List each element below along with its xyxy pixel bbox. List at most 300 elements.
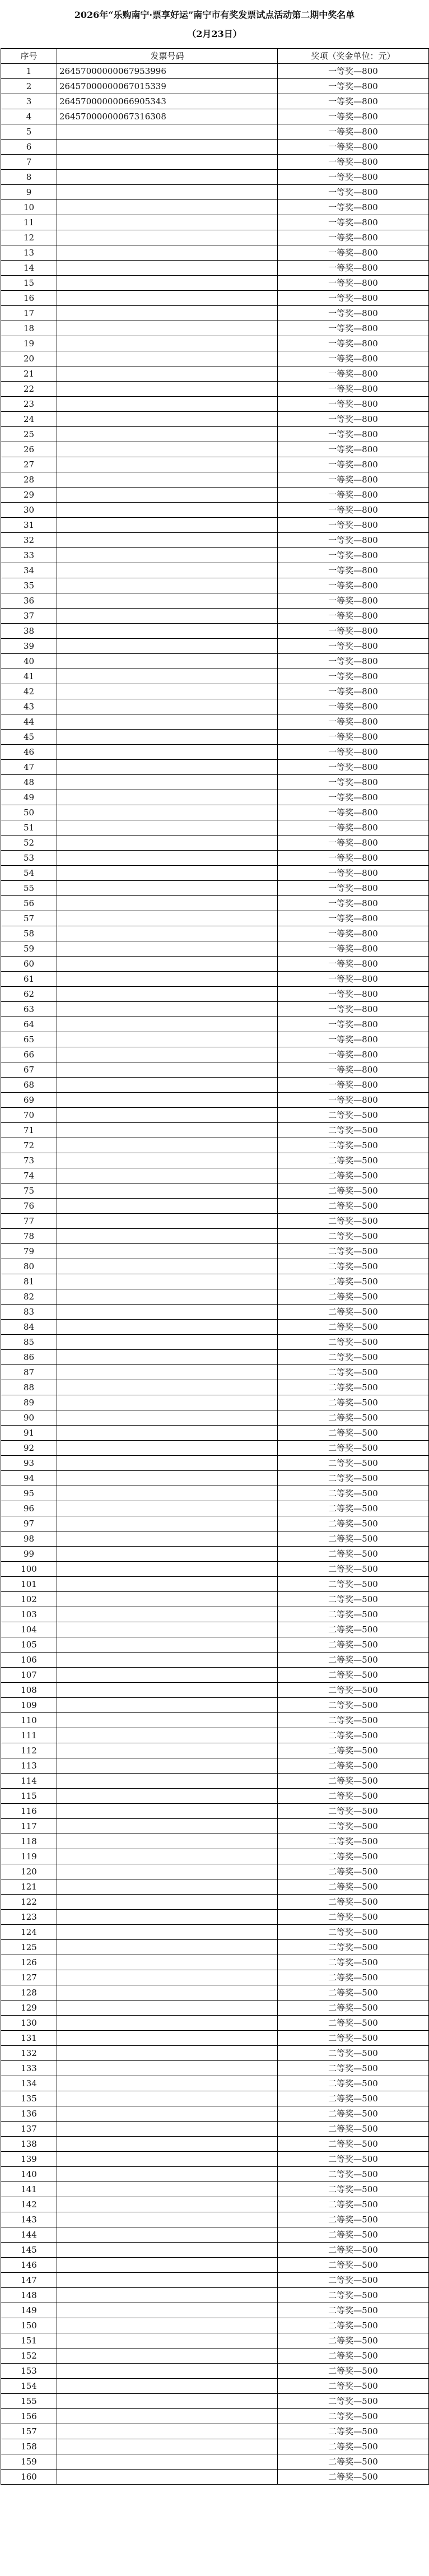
- row-invoice-number: [57, 957, 278, 972]
- row-seq: 16: [1, 291, 57, 306]
- row-invoice-number: [57, 2243, 278, 2258]
- table-row: [1, 578, 429, 593]
- row-prize: 一等奖—800: [278, 1047, 429, 1062]
- row-seq: 89: [1, 1395, 57, 1410]
- row-prize: 二等奖—500: [278, 1244, 429, 1259]
- row-prize: 二等奖—500: [278, 1395, 429, 1410]
- row-prize: 二等奖—500: [278, 1985, 429, 2001]
- table-row: [1, 2001, 429, 2016]
- row-prize: 一等奖—800: [278, 548, 429, 563]
- row-seq: 139: [1, 2152, 57, 2167]
- row-seq: 156: [1, 2409, 57, 2424]
- row-invoice-number: [57, 306, 278, 321]
- row-invoice-number: [57, 593, 278, 609]
- row-prize: 二等奖—500: [278, 2364, 429, 2379]
- row-invoice-number: [57, 548, 278, 563]
- table-row: [1, 957, 429, 972]
- table-row: [1, 1501, 429, 1516]
- row-invoice-number: [57, 124, 278, 140]
- row-prize: 一等奖—800: [278, 745, 429, 760]
- row-prize: 二等奖—500: [278, 1834, 429, 1849]
- row-prize: 一等奖—800: [278, 518, 429, 533]
- row-seq: 22: [1, 382, 57, 397]
- row-seq: 59: [1, 941, 57, 957]
- row-prize: 二等奖—500: [278, 1774, 429, 1789]
- table-row: [1, 563, 429, 578]
- row-invoice-number: [57, 730, 278, 745]
- row-prize: 二等奖—500: [278, 2061, 429, 2076]
- row-invoice-number: [57, 503, 278, 518]
- table-row: [1, 533, 429, 548]
- row-seq: 152: [1, 2348, 57, 2364]
- row-invoice-number: [57, 941, 278, 957]
- row-prize: 二等奖—500: [278, 1895, 429, 1910]
- row-invoice-number: [57, 1834, 278, 1849]
- row-invoice-number: [57, 1547, 278, 1562]
- row-seq: 127: [1, 1970, 57, 1985]
- row-seq: 73: [1, 1153, 57, 1168]
- table-row: [1, 2182, 429, 2197]
- row-seq: 157: [1, 2424, 57, 2439]
- table-row: [1, 1138, 429, 1153]
- table-row: [1, 1410, 429, 1426]
- row-prize: 一等奖—800: [278, 820, 429, 836]
- row-seq: 119: [1, 1849, 57, 1864]
- row-invoice-number: [57, 2046, 278, 2061]
- row-invoice-number: [57, 881, 278, 896]
- row-prize: 二等奖—500: [278, 2303, 429, 2318]
- row-invoice-number: [57, 1274, 278, 1289]
- table-row: [1, 245, 429, 261]
- row-seq: 118: [1, 1834, 57, 1849]
- row-prize: 一等奖—800: [278, 382, 429, 397]
- table-row: [1, 2091, 429, 2106]
- row-prize: 一等奖—800: [278, 124, 429, 140]
- row-prize: 二等奖—500: [278, 1289, 429, 1305]
- row-prize: 一等奖—800: [278, 366, 429, 382]
- row-seq: 67: [1, 1062, 57, 1078]
- row-seq: 51: [1, 820, 57, 836]
- row-prize: 一等奖—800: [278, 760, 429, 775]
- row-prize: 二等奖—500: [278, 1108, 429, 1123]
- table-row: [1, 2303, 429, 2318]
- table-row: [1, 1698, 429, 1713]
- row-invoice-number: [57, 472, 278, 488]
- table-row: [1, 1834, 429, 1849]
- table-row: [1, 1955, 429, 1970]
- row-invoice-number: [57, 533, 278, 548]
- row-invoice-number: [57, 1395, 278, 1410]
- table-row: [1, 276, 429, 291]
- table-row: [1, 1289, 429, 1305]
- row-prize: 二等奖—500: [278, 2016, 429, 2031]
- table-row: [1, 2333, 429, 2348]
- row-invoice-number: [57, 1622, 278, 1637]
- table-row: [1, 2122, 429, 2137]
- table-row: [1, 1244, 429, 1259]
- table-row: [1, 1093, 429, 1108]
- row-seq: 52: [1, 836, 57, 851]
- table-row: [1, 669, 429, 684]
- row-prize: 一等奖—800: [278, 140, 429, 155]
- row-invoice-number: [57, 684, 278, 699]
- row-prize: 二等奖—500: [278, 2137, 429, 2152]
- row-prize: 二等奖—500: [278, 2243, 429, 2258]
- row-invoice-number: [57, 1804, 278, 1819]
- row-seq: 8: [1, 170, 57, 185]
- row-seq: 112: [1, 1743, 57, 1758]
- row-prize: 二等奖—500: [278, 1864, 429, 1879]
- row-invoice-number: [57, 2333, 278, 2348]
- row-seq: 66: [1, 1047, 57, 1062]
- row-prize: 二等奖—500: [278, 1955, 429, 1970]
- row-seq: 102: [1, 1592, 57, 1607]
- row-prize: 一等奖—800: [278, 790, 429, 805]
- row-prize: 二等奖—500: [278, 2227, 429, 2243]
- row-invoice-number: [57, 488, 278, 503]
- row-invoice-number: [57, 2016, 278, 2031]
- table-row: [1, 2061, 429, 2076]
- table-row: [1, 366, 429, 382]
- row-prize: 二等奖—500: [278, 1925, 429, 1940]
- table-row: [1, 1062, 429, 1078]
- title-line-1: 2026年“乐购南宁·票享好运”南宁市有奖发票试点活动第二期中奖名单: [74, 10, 355, 20]
- row-invoice-number: [57, 155, 278, 170]
- table-row: [1, 836, 429, 851]
- row-seq: 71: [1, 1123, 57, 1138]
- row-prize: 二等奖—500: [278, 1123, 429, 1138]
- row-invoice-number: [57, 2394, 278, 2409]
- row-invoice-number: [57, 609, 278, 624]
- row-prize: 一等奖—800: [278, 881, 429, 896]
- row-seq: 87: [1, 1365, 57, 1380]
- row-prize: 二等奖—500: [278, 1259, 429, 1274]
- row-seq: 74: [1, 1168, 57, 1183]
- row-invoice-number: [57, 1758, 278, 1774]
- row-invoice-number: [57, 1410, 278, 1426]
- row-seq: 95: [1, 1486, 57, 1501]
- row-invoice-number: [57, 1789, 278, 1804]
- row-prize: 一等奖—800: [278, 412, 429, 427]
- table-row: [1, 548, 429, 563]
- row-invoice-number: [57, 2061, 278, 2076]
- table-row: [1, 64, 429, 79]
- row-seq: 14: [1, 261, 57, 276]
- row-prize: 二等奖—500: [278, 2001, 429, 2016]
- row-seq: 110: [1, 1713, 57, 1728]
- row-seq: 17: [1, 306, 57, 321]
- table-row: [1, 609, 429, 624]
- row-prize: 一等奖—800: [278, 911, 429, 926]
- row-seq: 100: [1, 1562, 57, 1577]
- table-row: [1, 2439, 429, 2454]
- table-row: [1, 1380, 429, 1395]
- document-title: [0, 0, 429, 48]
- row-invoice-number: [57, 1350, 278, 1365]
- row-prize: 一等奖—800: [278, 941, 429, 957]
- row-invoice-number: [57, 760, 278, 775]
- row-seq: 143: [1, 2212, 57, 2227]
- row-prize: 二等奖—500: [278, 1441, 429, 1456]
- row-seq: 76: [1, 1199, 57, 1214]
- row-seq: 93: [1, 1456, 57, 1471]
- header-prize: 奖项（奖金单位：元）: [278, 49, 429, 64]
- row-invoice-number: [57, 518, 278, 533]
- row-invoice-number: [57, 2439, 278, 2454]
- table-row: [1, 1668, 429, 1683]
- row-invoice-number: [57, 1380, 278, 1395]
- row-prize: 二等奖—500: [278, 1305, 429, 1320]
- table-row: [1, 2470, 429, 2485]
- row-prize: 一等奖—800: [278, 624, 429, 639]
- row-prize: 一等奖—800: [278, 261, 429, 276]
- table-row: [1, 488, 429, 503]
- row-prize: 二等奖—500: [278, 1789, 429, 1804]
- row-invoice-number: [57, 1895, 278, 1910]
- row-invoice-number: [57, 351, 278, 366]
- row-invoice-number: [57, 1259, 278, 1274]
- row-prize: 二等奖—500: [278, 1531, 429, 1547]
- row-seq: 83: [1, 1305, 57, 1320]
- row-prize: 二等奖—500: [278, 1214, 429, 1229]
- row-seq: 11: [1, 215, 57, 230]
- row-invoice-number: [57, 805, 278, 820]
- row-seq: 146: [1, 2258, 57, 2273]
- row-invoice-number: [57, 836, 278, 851]
- table-row: [1, 2424, 429, 2439]
- row-invoice-number: [57, 2470, 278, 2485]
- row-seq: 92: [1, 1441, 57, 1456]
- row-seq: 137: [1, 2122, 57, 2137]
- row-invoice-number: [57, 1728, 278, 1743]
- row-prize: 一等奖—800: [278, 926, 429, 941]
- row-invoice-number: [57, 1925, 278, 1940]
- row-prize: 二等奖—500: [278, 2470, 429, 2485]
- row-seq: 37: [1, 609, 57, 624]
- row-prize: 二等奖—500: [278, 1607, 429, 1622]
- row-invoice-number: [57, 1108, 278, 1123]
- row-seq: 75: [1, 1183, 57, 1199]
- row-seq: 47: [1, 760, 57, 775]
- row-seq: 121: [1, 1879, 57, 1895]
- row-prize: 二等奖—500: [278, 1335, 429, 1350]
- row-prize: 一等奖—800: [278, 397, 429, 412]
- row-invoice-number: [57, 1955, 278, 1970]
- row-prize: 二等奖—500: [278, 2318, 429, 2333]
- header-invoice: 发票号码: [57, 49, 278, 64]
- table-row: [1, 593, 429, 609]
- row-prize: 二等奖—500: [278, 2046, 429, 2061]
- row-prize: 一等奖—800: [278, 684, 429, 699]
- row-invoice-number: [57, 1637, 278, 1653]
- table-row: [1, 1032, 429, 1047]
- row-seq: 26: [1, 442, 57, 457]
- row-seq: 24: [1, 412, 57, 427]
- row-prize: 二等奖—500: [278, 2273, 429, 2288]
- row-prize: 一等奖—800: [278, 714, 429, 730]
- row-seq: 126: [1, 1955, 57, 1970]
- table-row: [1, 1335, 429, 1350]
- row-prize: 二等奖—500: [278, 1138, 429, 1153]
- table-row: [1, 2106, 429, 2122]
- row-seq: 111: [1, 1728, 57, 1743]
- table-row: [1, 1562, 429, 1577]
- row-seq: 108: [1, 1683, 57, 1698]
- row-invoice-number: [57, 1501, 278, 1516]
- row-prize: 二等奖—500: [278, 2454, 429, 2470]
- row-invoice-number: [57, 170, 278, 185]
- row-seq: 10: [1, 200, 57, 215]
- row-prize: 二等奖—500: [278, 1456, 429, 1471]
- row-seq: 9: [1, 185, 57, 200]
- row-invoice-number: [57, 1819, 278, 1834]
- row-prize: 一等奖—800: [278, 957, 429, 972]
- table-row: [1, 1350, 429, 1365]
- table-row: [1, 1486, 429, 1501]
- table-row: [1, 2258, 429, 2273]
- row-seq: 77: [1, 1214, 57, 1229]
- row-seq: 60: [1, 957, 57, 972]
- row-invoice-number: [57, 2197, 278, 2212]
- row-invoice-number: [57, 2273, 278, 2288]
- row-seq: 153: [1, 2364, 57, 2379]
- row-seq: 109: [1, 1698, 57, 1713]
- row-invoice-number: [57, 291, 278, 306]
- row-invoice-number: [57, 1426, 278, 1441]
- row-seq: 58: [1, 926, 57, 941]
- row-seq: 106: [1, 1653, 57, 1668]
- row-prize: 二等奖—500: [278, 1819, 429, 1834]
- row-prize: 一等奖—800: [278, 336, 429, 351]
- row-invoice-number: [57, 1244, 278, 1259]
- row-seq: 159: [1, 2454, 57, 2470]
- row-invoice-number: [57, 745, 278, 760]
- row-invoice-number: [57, 1668, 278, 1683]
- table-row: [1, 1864, 429, 1879]
- table-row: [1, 760, 429, 775]
- row-invoice-number: [57, 2227, 278, 2243]
- row-invoice-number: [57, 1471, 278, 1486]
- table-row: [1, 639, 429, 654]
- row-seq: 84: [1, 1320, 57, 1335]
- row-invoice-number: [57, 1365, 278, 1380]
- row-prize: 二等奖—500: [278, 1547, 429, 1562]
- row-prize: 二等奖—500: [278, 2288, 429, 2303]
- table-row: [1, 1456, 429, 1471]
- table-row: [1, 2031, 429, 2046]
- row-prize: 一等奖—800: [278, 245, 429, 261]
- table-row: [1, 1910, 429, 1925]
- row-seq: 70: [1, 1108, 57, 1123]
- table-row: [1, 1017, 429, 1032]
- table-row: [1, 2016, 429, 2031]
- row-invoice-number: [57, 427, 278, 442]
- row-invoice-number: [57, 1683, 278, 1698]
- table-row: [1, 881, 429, 896]
- table-row: [1, 94, 429, 109]
- table-row: [1, 306, 429, 321]
- row-prize: 二等奖—500: [278, 2197, 429, 2212]
- row-prize: 二等奖—500: [278, 1501, 429, 1516]
- row-invoice-number: [57, 382, 278, 397]
- row-prize: 一等奖—800: [278, 593, 429, 609]
- table-row: [1, 926, 429, 941]
- row-invoice-number: [57, 230, 278, 245]
- row-seq: 2: [1, 79, 57, 94]
- row-seq: 68: [1, 1078, 57, 1093]
- row-prize: 一等奖—800: [278, 109, 429, 124]
- row-invoice-number: [57, 1320, 278, 1335]
- row-seq: 34: [1, 563, 57, 578]
- row-seq: 94: [1, 1471, 57, 1486]
- table-row: [1, 820, 429, 836]
- row-prize: 二等奖—500: [278, 1365, 429, 1380]
- row-seq: 85: [1, 1335, 57, 1350]
- row-invoice-number: [57, 1592, 278, 1607]
- row-prize: 一等奖—800: [278, 442, 429, 457]
- row-prize: 一等奖—800: [278, 730, 429, 745]
- table-row: [1, 155, 429, 170]
- table-row: [1, 200, 429, 215]
- row-seq: 48: [1, 775, 57, 790]
- row-invoice-number: [57, 2318, 278, 2333]
- row-seq: 114: [1, 1774, 57, 1789]
- row-prize: 二等奖—500: [278, 1668, 429, 1683]
- row-invoice-number: [57, 1289, 278, 1305]
- row-invoice-number: [57, 714, 278, 730]
- row-seq: 42: [1, 684, 57, 699]
- row-seq: 122: [1, 1895, 57, 1910]
- row-seq: 131: [1, 2031, 57, 2046]
- row-invoice-number: [57, 1214, 278, 1229]
- table-row: [1, 1879, 429, 1895]
- table-row: [1, 2454, 429, 2470]
- row-prize: 二等奖—500: [278, 2106, 429, 2122]
- row-prize: 二等奖—500: [278, 2076, 429, 2091]
- row-invoice-number: [57, 1168, 278, 1183]
- row-seq: 62: [1, 987, 57, 1002]
- row-invoice-number: [57, 1879, 278, 1895]
- row-seq: 53: [1, 851, 57, 866]
- row-seq: 55: [1, 881, 57, 896]
- row-invoice-number: [57, 1516, 278, 1531]
- table-row: [1, 1274, 429, 1289]
- table-row: [1, 2167, 429, 2182]
- table-row: [1, 1441, 429, 1456]
- row-invoice-number: [57, 1153, 278, 1168]
- row-seq: 46: [1, 745, 57, 760]
- row-prize: 二等奖—500: [278, 1728, 429, 1743]
- row-seq: 21: [1, 366, 57, 382]
- row-invoice-number: [57, 1743, 278, 1758]
- table-row: [1, 2137, 429, 2152]
- row-seq: 120: [1, 1864, 57, 1879]
- row-prize: 一等奖—800: [278, 472, 429, 488]
- row-prize: 二等奖—500: [278, 1410, 429, 1426]
- row-invoice-number: [57, 972, 278, 987]
- row-seq: 25: [1, 427, 57, 442]
- row-seq: 132: [1, 2046, 57, 2061]
- row-invoice-number: [57, 1183, 278, 1199]
- row-prize: 一等奖—800: [278, 276, 429, 291]
- row-seq: 1: [1, 64, 57, 79]
- row-prize: 一等奖—800: [278, 533, 429, 548]
- table-row: [1, 1229, 429, 1244]
- table-row: [1, 185, 429, 200]
- table-row: [1, 1047, 429, 1062]
- table-row: [1, 1123, 429, 1138]
- row-invoice-number: [57, 2409, 278, 2424]
